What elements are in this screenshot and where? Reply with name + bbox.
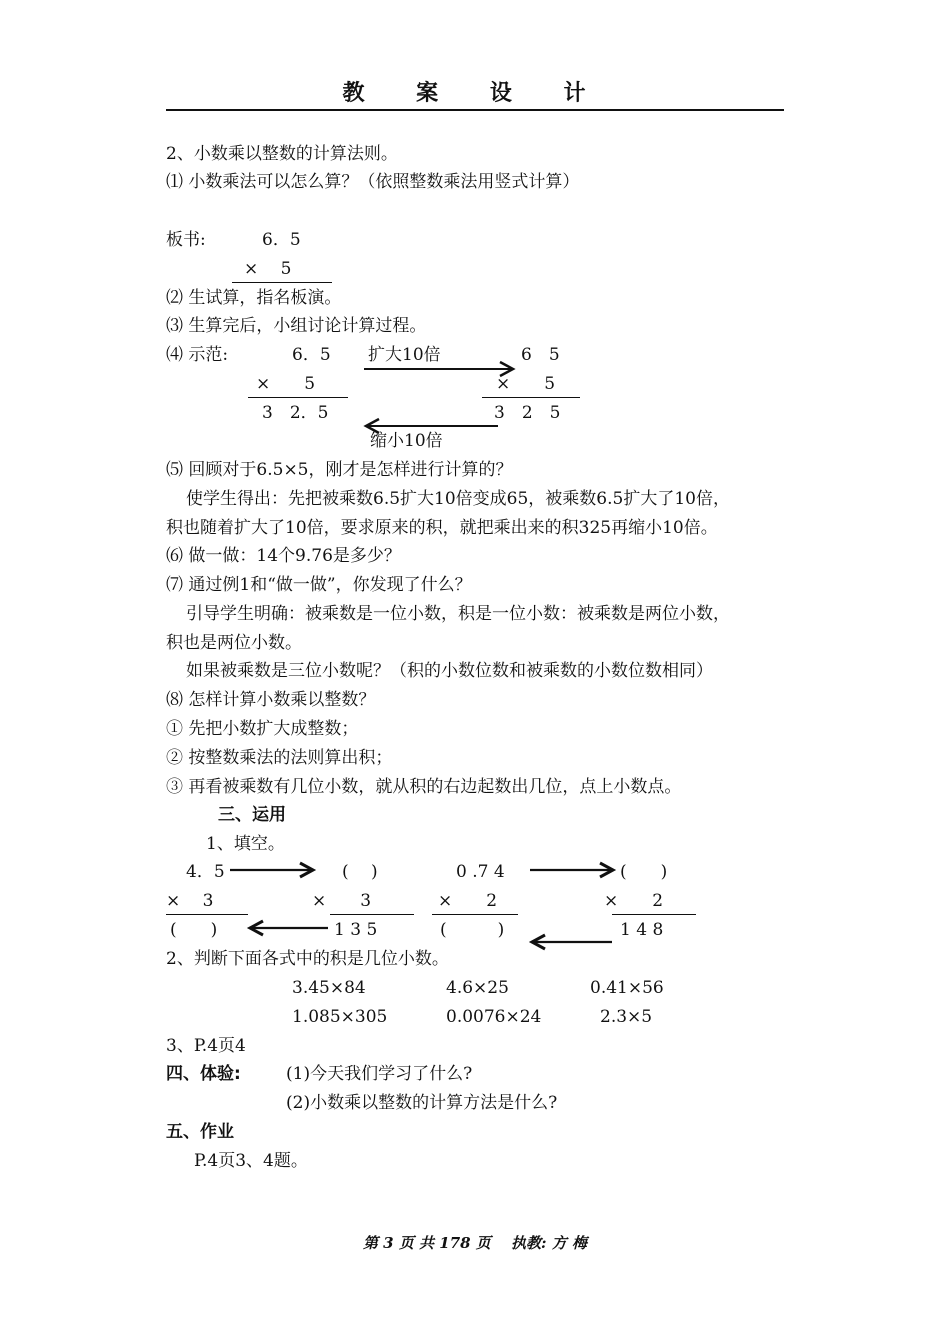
page-footer: 第 3 页 共 178 页 执教: 方 梅 bbox=[362, 1234, 588, 1252]
demo-a1: 6．5 bbox=[292, 345, 331, 365]
text-line: ⑹ 做一做：14个9.76是多少？ bbox=[166, 546, 401, 566]
judge-expr: 1.085×305 bbox=[292, 1007, 388, 1027]
text-line: (2)小数乘以整数的计算方法是什么? bbox=[286, 1093, 558, 1113]
fill-p2: ( ) bbox=[342, 862, 378, 882]
text-line: ① 先把小数扩大成整数； bbox=[166, 719, 359, 739]
section-heading: 三、运用 bbox=[218, 805, 286, 825]
judge-expr: 0.0076×24 bbox=[446, 1007, 542, 1027]
text-line: ⑸ 回顾对于6.5×5，刚才是怎样进行计算的？ bbox=[166, 460, 513, 480]
arrow-right-icon bbox=[230, 862, 316, 878]
text-line: ⑵ 生试算，指名板演。 bbox=[166, 288, 342, 308]
fill-rule bbox=[612, 914, 696, 915]
text-line: ③ 再看被乘数有几位小数，就从积的右边起数出几位，点上小数点。 bbox=[166, 777, 682, 797]
demo-rule-a bbox=[248, 397, 348, 398]
text-line: (1)今天我们学习了什么? bbox=[286, 1064, 473, 1084]
fill-r2: 1 3 5 bbox=[334, 920, 378, 940]
text-line: 2、小数乘以整数的计算法则。 bbox=[166, 144, 398, 164]
fill-p1: 4．5 bbox=[186, 862, 225, 882]
board-num-2: × 5 bbox=[244, 259, 292, 279]
header-rule bbox=[166, 109, 784, 111]
section-heading: 四、体验: bbox=[166, 1064, 241, 1084]
arrow-right-icon bbox=[530, 862, 616, 878]
fill-rule bbox=[166, 914, 248, 915]
arrow-right-icon bbox=[364, 361, 516, 377]
judge-expr: 3.45×84 bbox=[292, 978, 366, 998]
judge-expr: 0.41×56 bbox=[590, 978, 664, 998]
demo-a3: 3 2．5 bbox=[262, 403, 329, 423]
judge-expr: 4.6×25 bbox=[446, 978, 509, 998]
text-line: ⑻ 怎样计算小数乘以整数？ bbox=[166, 690, 376, 710]
demo-b2: × 5 bbox=[496, 374, 556, 394]
demo-b1: 6 5 bbox=[521, 345, 560, 365]
arrow-left-icon bbox=[248, 920, 330, 936]
fill-r4: 1 4 8 bbox=[620, 920, 664, 940]
fill-r1: ( ) bbox=[170, 920, 218, 940]
board-rule bbox=[232, 282, 332, 283]
demo-down-label: 缩小10倍 bbox=[370, 431, 443, 451]
demo-rule-b bbox=[482, 397, 580, 398]
demo-label: ⑷ 示范: bbox=[166, 345, 229, 365]
fill-rule bbox=[432, 914, 518, 915]
text-line: ⑺ 通过例1和“做一做”，你发现了什么？ bbox=[166, 575, 472, 595]
fill-m1: × 3 bbox=[166, 891, 214, 911]
fill-p4: ( ) bbox=[620, 862, 668, 882]
demo-b3: 3 2 5 bbox=[494, 403, 561, 423]
page-title: 教 案 设 计 bbox=[342, 81, 608, 106]
text-line: 引导学生明确：被乘数是一位小数，积是一位小数：被乘数是两位小数， bbox=[186, 604, 730, 624]
text-line: 1、填空。 bbox=[206, 834, 285, 854]
board-label: 板书: bbox=[166, 230, 206, 250]
fill-m2: × 3 bbox=[312, 891, 372, 911]
text-line: 3、P.4页4 bbox=[166, 1036, 246, 1056]
fill-m3: × 2 bbox=[438, 891, 498, 911]
text-line: 如果被乘数是三位小数呢？（积的小数位数和被乘数的小数位数相同） bbox=[186, 661, 713, 681]
fill-r3: ( ) bbox=[440, 920, 505, 940]
fill-rule bbox=[330, 914, 414, 915]
judge-expr: 2.3×5 bbox=[600, 1007, 653, 1027]
fill-m4: × 2 bbox=[604, 891, 664, 911]
section-heading: 五、作业 bbox=[166, 1122, 234, 1142]
text-line: ⑴ 小数乘法可以怎么算？（依照整数乘法用竖式计算） bbox=[166, 172, 580, 192]
board-num-1: 6．5 bbox=[262, 230, 301, 250]
text-line: 积也是两位小数。 bbox=[166, 633, 302, 653]
demo-a2: × 5 bbox=[256, 374, 316, 394]
arrow-left-icon bbox=[530, 934, 614, 950]
text-line: P.4页3、4题。 bbox=[194, 1151, 308, 1171]
text-line: ⑶ 生算完后，小组讨论计算过程。 bbox=[166, 316, 427, 336]
text-line: ② 按整数乘法的法则算出积； bbox=[166, 748, 393, 768]
text-line: 积也随着扩大了10倍，要求原来的积，就把乘出来的积325再缩小10倍。 bbox=[166, 518, 718, 538]
text-line: 2、判断下面各式中的积是几位小数。 bbox=[166, 949, 449, 969]
text-line: 使学生得出：先把被乘数6.5扩大10倍变成65，被乘数6.5扩大了10倍， bbox=[186, 489, 730, 509]
fill-p3: 0 .7 4 bbox=[456, 862, 505, 882]
demo-up-label: 扩大10倍 bbox=[368, 345, 441, 365]
